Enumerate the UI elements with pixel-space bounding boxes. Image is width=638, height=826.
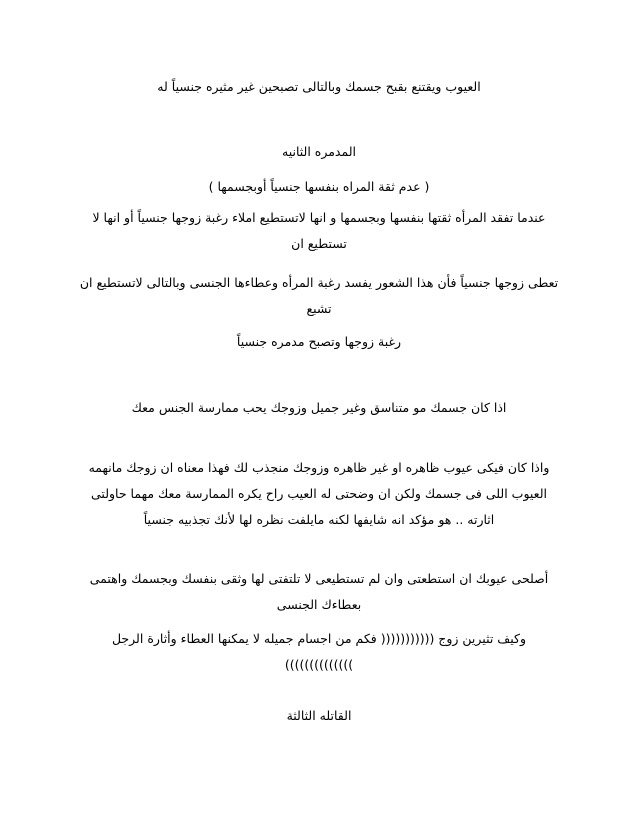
text-line: عندما تفقد المرأه ثقتها بنفسها وبجسمها و انها لاتستطيع املاء رغبة زوجها جنسياً أو انها لا: [92, 210, 546, 225]
text-line: العيوب ويقتنع بقبح جسمك وبالتالى تصبحين غير مثيره جنسياً له: [157, 79, 481, 94]
text-line: بعطاءك الجنسى: [276, 597, 362, 612]
text-line: رغبة زوجها وتصبح مدمره جنسياً: [236, 334, 402, 349]
text-line: تعطى زوجها جنسياً فأن هذا الشعور يفسد رغبة المرأه وعطاءها الجنسى وبالتالى لاتستطيع ان: [79, 275, 559, 290]
text-line: تشبع: [306, 301, 332, 316]
paragraph: [78, 205, 560, 257]
text-line: واذا كان فيكى عيوب ظاهره او غير ظاهره وزوجك منجذب لك فهذا معناه ان زوجك مانهمه: [88, 460, 550, 475]
paragraph: [78, 270, 560, 322]
text-line: اذا كان جسمك مو متناسق وغير جميل وزوجك يحب ممارسة الجنس معك: [131, 400, 507, 415]
section-subheading: ( عدم ثقة المراه بنفسها جنسياً أوبجسمها ): [208, 179, 430, 194]
paragraph: [78, 455, 560, 533]
text-line: اثارته .. هو مؤكد انه شايفها لكنه مايلفت نظره لها لأنك تجذبيه جنسياً: [143, 512, 495, 527]
section-heading: المدمره الثانيه: [282, 144, 356, 159]
paragraph: [78, 626, 560, 678]
text-line: وكيف تثيرين زوج ((((((((((( فكم من اجسام جميله لا يمكنها العطاء وأثارة الرجل: [111, 631, 527, 646]
text-line: )))))))))))))): [284, 657, 354, 672]
text-line: العيوب اللى فى جسمك ولكن ان وضحتى له العيب راح يكره الممارسة معك مهما حاولتى: [91, 486, 547, 501]
text-line: تستطيع ان: [291, 236, 347, 251]
section-heading: القاتله الثالثة: [286, 708, 352, 723]
text-line: أصلحى عيوبك ان استطعتى وان لم تستطيعى لا تلتفتى لها وثقى بنفسك وبجسمك واهتمى: [89, 571, 549, 586]
paragraph: [78, 566, 560, 618]
